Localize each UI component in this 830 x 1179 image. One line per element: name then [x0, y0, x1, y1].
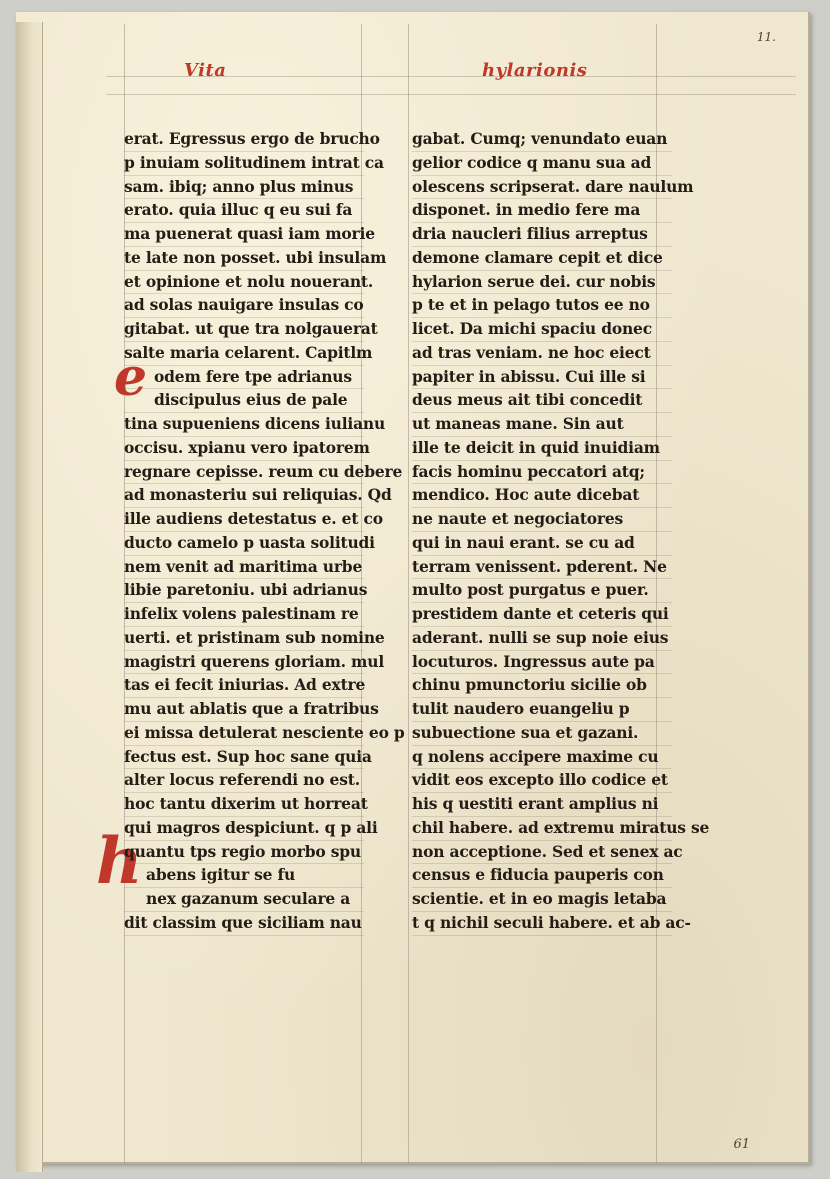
- text-line: erat. Egressus ergo de brucho: [124, 128, 364, 152]
- text-line: salte maria celarent. Capitlm: [124, 342, 364, 366]
- text-line: subuectione sua et gazani.: [412, 722, 672, 746]
- text-line: nem venit ad maritima urbe: [124, 556, 364, 580]
- text-line: terram venissent. pderent. Ne: [412, 556, 672, 580]
- text-line: gelior codice q manu sua ad: [412, 152, 672, 176]
- text-line: et opinione et nolu nouerant.: [124, 271, 364, 295]
- text-line: his q uestiti erant amplius ni: [412, 793, 672, 817]
- text-line: facis hominu peccatori atq;: [412, 461, 672, 485]
- text-line: infelix volens palestinam re: [124, 603, 364, 627]
- text-line: erato. quia illuc q eu sui fa: [124, 199, 364, 223]
- text-line: sam. ibiq; anno plus minus: [124, 176, 364, 200]
- text-line: ma puenerat quasi iam morie: [124, 223, 364, 247]
- ruling-line: [408, 24, 409, 1164]
- text-line: ei missa detulerat nesciente eo p: [124, 722, 364, 746]
- text-line: licet. Da michi spaciu donec: [412, 318, 672, 342]
- text-line: t q nichil seculi habere. et ab ac-: [412, 912, 672, 936]
- text-line: mendico. Hoc aute dicebat: [412, 484, 672, 508]
- text-line: hoc tantu dixerim ut horreat: [124, 793, 364, 817]
- text-line: odem fere tpe adrianus: [124, 366, 364, 390]
- text-line: disponet. in medio fere ma: [412, 199, 672, 223]
- text-line: multo post purgatus e puer.: [412, 579, 672, 603]
- text-column-right: [412, 128, 710, 936]
- binding-edge: [16, 22, 43, 1172]
- text-line: demone clamare cepit et dice: [412, 247, 672, 271]
- text-line: tas ei fecit iniurias. Ad extre: [124, 674, 364, 698]
- text-line: magistri querens gloriam. mul: [124, 651, 364, 675]
- text-line: ille te deicit in quid inuidiam: [412, 437, 672, 461]
- text-line: regnare cepisse. reum cu debere: [124, 461, 364, 485]
- text-line: dria naucleri filius arreptus: [412, 223, 672, 247]
- text-line: mu aut ablatis que a fratribus: [124, 698, 364, 722]
- text-column-left: [124, 128, 405, 936]
- folio-number-bottom: 61: [733, 1137, 750, 1152]
- text-line: fectus est. Sup hoc sane quia: [124, 746, 364, 770]
- text-line: deus meus ait tibi concedit: [412, 389, 672, 413]
- decorated-initial-h: h: [96, 824, 143, 899]
- text-line: tulit naudero euangeliu p: [412, 698, 672, 722]
- text-line: ad solas nauigare insulas co: [124, 294, 364, 318]
- text-line: qui in naui erant. se cu ad: [412, 532, 672, 556]
- text-line: ad tras veniam. ne hoc eiect: [412, 342, 672, 366]
- text-line: scientie. et in eo magis letaba: [412, 888, 672, 912]
- text-line: census e fiducia pauperis con: [412, 864, 672, 888]
- text-line: discipulus eius de pale: [124, 389, 364, 413]
- text-line: aderant. nulli se sup noie eius: [412, 627, 672, 651]
- text-line: uerti. et pristinam sub nomine: [124, 627, 364, 651]
- text-line: nex gazanum seculare a: [124, 888, 364, 912]
- text-line: locuturos. Ingressus aute pa: [412, 651, 672, 675]
- text-line: ducto camelo p uasta solitudi: [124, 532, 364, 556]
- running-head-right: hylarionis: [482, 60, 588, 81]
- text-line: non acceptione. Sed et senex ac: [412, 841, 672, 865]
- text-line: chil habere. ad extremu miratus se: [412, 817, 672, 841]
- text-line: ne naute et negociatores: [412, 508, 672, 532]
- text-line: papiter in abissu. Cui ille si: [412, 366, 672, 390]
- text-line: q nolens accipere maxime cu: [412, 746, 672, 770]
- text-line: ille audiens detestatus e. et co: [124, 508, 364, 532]
- text-line: libie paretoniu. ubi adrianus: [124, 579, 364, 603]
- text-line: hylarion serue dei. cur nobis: [412, 271, 672, 295]
- text-line: olescens scripserat. dare naulum: [412, 176, 672, 200]
- text-line: qui magros despiciunt. q p ali: [124, 817, 364, 841]
- text-line: alter locus referendi no est.: [124, 769, 364, 793]
- text-line: gitabat. ut que tra nolgauerat: [124, 318, 364, 342]
- text-line: p inuiam solitudinem intrat ca: [124, 152, 364, 176]
- text-line: ad monasteriu sui reliquias. Qd: [124, 484, 364, 508]
- text-line: vidit eos excepto illo codice et: [412, 769, 672, 793]
- text-line: occisu. xpianu vero ipatorem: [124, 437, 364, 461]
- text-line: quantu tps regio morbo spu: [124, 841, 364, 865]
- text-line: prestidem dante et ceteris qui: [412, 603, 672, 627]
- manuscript-page: [16, 12, 810, 1164]
- text-line: te late non posset. ubi insulam: [124, 247, 364, 271]
- text-line: tina supueniens dicens iulianu: [124, 413, 364, 437]
- text-line: chinu pmunctoriu sicilie ob: [412, 674, 672, 698]
- folio-number: 11.: [756, 30, 776, 44]
- text-line: p te et in pelago tutos ee no: [412, 294, 672, 318]
- running-head-left: Vita: [184, 60, 227, 81]
- text-line: ut maneas mane. Sin aut: [412, 413, 672, 437]
- decorated-initial-e: e: [114, 347, 148, 408]
- text-line: abens igitur se fu: [124, 864, 364, 888]
- text-line: gabat. Cumq; venundato euan: [412, 128, 672, 152]
- ruling-line: [106, 94, 796, 95]
- text-line: dit classim que siciliam nau: [124, 912, 364, 936]
